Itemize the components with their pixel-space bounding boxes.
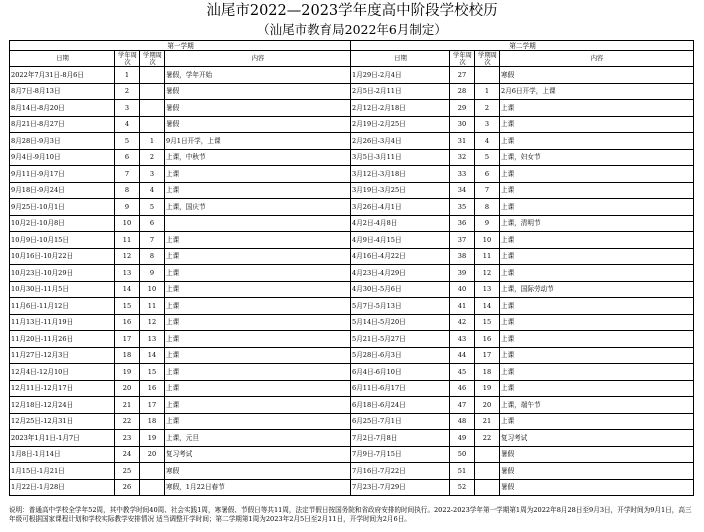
table-row [10,149,694,166]
term-week-cell: 9 [475,215,500,232]
school-week-cell: 28 [450,83,475,100]
content-cell: 上课 [500,116,694,133]
date-cell: 11月20日-11月26日 [10,331,115,348]
school-week-cell: 15 [115,298,140,315]
term-week-cell: 13 [475,281,500,298]
table-row [10,232,694,249]
term-week-cell: 12 [140,314,165,331]
date-cell: 3月5日-3月11日 [351,149,450,166]
content-cell: 寒假 [500,67,694,84]
term-week-cell: 12 [475,265,500,282]
date-cell: 1月22日-1月28日 [10,479,115,496]
date-cell: 1月15日-1月21日 [10,463,115,480]
school-week-cell: 3 [115,100,140,117]
content-cell: 上课 [500,166,694,183]
term-week-cell: 7 [475,182,500,199]
content-cell: 上课 [500,364,694,381]
col-school-week-2: 学年周次 [450,51,475,67]
content-cell: 上课 [500,314,694,331]
date-cell: 6月18日-6月24日 [351,397,450,414]
table-row [10,430,694,447]
content-cell: 暑假 [500,463,694,480]
school-week-cell: 1 [115,67,140,84]
page-title: 汕尾市2022—2023学年度高中阶段学校校历 [206,3,498,19]
date-cell: 5月21日-5月27日 [351,331,450,348]
term-week-cell: 17 [140,397,165,414]
date-cell: 2022年7月31日-8月6日 [10,67,115,84]
content-cell: 上课 [165,281,351,298]
column-header-row [10,51,694,67]
term-week-cell: 9 [140,265,165,282]
term-week-cell: 3 [140,166,165,183]
school-week-cell: 14 [115,281,140,298]
content-cell: 上课 [500,347,694,364]
date-cell: 9月4日-9月10日 [10,149,115,166]
term-week-cell [140,83,165,100]
school-week-cell: 44 [450,347,475,364]
date-cell: 7月9日-7月15日 [351,446,450,463]
date-cell: 8月7日-8月13日 [10,83,115,100]
content-cell: 上课 [500,232,694,249]
term-week-cell: 15 [140,364,165,381]
school-week-cell: 50 [450,446,475,463]
content-cell: 上课 [165,380,351,397]
term-week-cell: 6 [475,166,500,183]
table-row [10,446,694,463]
school-week-cell: 45 [450,364,475,381]
content-cell: 复习考试 [500,430,694,447]
date-cell: 6月11日-6月17日 [351,380,450,397]
content-cell: 上课 [165,347,351,364]
date-cell: 12月11日-12月17日 [10,380,115,397]
table-row [10,199,694,216]
school-week-cell: 4 [115,116,140,133]
term-week-cell: 2 [475,100,500,117]
date-cell: 10月16日-10月22日 [10,248,115,265]
school-week-cell: 48 [450,413,475,430]
content-cell: 上课 [165,298,351,315]
date-cell: 4月16日-4月22日 [351,248,450,265]
content-cell: 暑假 [165,83,351,100]
table-row [10,331,694,348]
date-cell: 3月19日-3月25日 [351,182,450,199]
content-cell: 上课，国庆节 [165,199,351,216]
date-cell: 10月9日-10月15日 [10,232,115,249]
content-cell: 上课 [500,133,694,150]
school-week-cell: 33 [450,166,475,183]
school-week-cell: 26 [115,479,140,496]
school-week-cell: 35 [450,199,475,216]
date-cell: 6月4日-6月10日 [351,364,450,381]
term-week-cell: 22 [475,430,500,447]
table-row [10,83,694,100]
date-cell: 5月7日-5月13日 [351,298,450,315]
school-week-cell: 20 [115,380,140,397]
date-cell: 2月26日-3月4日 [351,133,450,150]
date-cell: 9月11日-9月17日 [10,166,115,183]
content-cell: 上课 [500,248,694,265]
semester-1-header: 第一学期 [10,41,351,51]
term-week-cell: 14 [140,347,165,364]
content-cell: 上课 [165,265,351,282]
col-term-week-2: 学期周次 [475,51,500,67]
term-week-cell [140,100,165,117]
school-week-cell: 6 [115,149,140,166]
term-week-cell [475,67,500,84]
school-week-cell: 51 [450,463,475,480]
term-week-cell [475,479,500,496]
content-cell: 上课 [500,182,694,199]
content-cell: 上课，清明节 [500,215,694,232]
term-week-cell: 5 [140,199,165,216]
table-row [10,215,694,232]
date-cell: 8月21日-8月27日 [10,116,115,133]
content-cell: 上课 [165,232,351,249]
school-week-cell: 38 [450,248,475,265]
date-cell: 4月9日-4月15日 [351,232,450,249]
school-week-cell: 46 [450,380,475,397]
table-row [10,166,694,183]
table-row [10,100,694,117]
col-content-1: 内容 [165,51,351,67]
content-cell: 寒假，1月22日春节 [165,479,351,496]
term-week-cell: 8 [140,248,165,265]
content-cell: 上课 [165,364,351,381]
date-cell: 9月18日-9月24日 [10,182,115,199]
content-cell: 上课 [500,298,694,315]
school-week-cell: 37 [450,232,475,249]
page-subtitle: （汕尾市教育局2022年6月制定） [257,22,447,37]
school-week-cell: 13 [115,265,140,282]
date-cell: 12月25日-12月31日 [10,413,115,430]
table-row [10,380,694,397]
term-week-cell: 1 [140,133,165,150]
table-row [10,265,694,282]
school-week-cell: 47 [450,397,475,414]
table-row [10,347,694,364]
date-cell: 2月12日-2月18日 [351,100,450,117]
school-week-cell: 10 [115,215,140,232]
school-week-cell: 16 [115,314,140,331]
term-week-cell [475,446,500,463]
term-week-cell: 3 [475,116,500,133]
term-week-cell [140,116,165,133]
content-cell: 上课 [165,166,351,183]
table-row [10,248,694,265]
semester-2-header: 第二学期 [351,41,694,51]
school-week-cell: 39 [450,265,475,282]
term-week-cell: 20 [140,446,165,463]
school-week-cell: 29 [450,100,475,117]
date-cell: 7月16日-7月22日 [351,463,450,480]
table-row [10,67,694,84]
content-cell: 上课，元旦 [165,430,351,447]
school-week-cell: 22 [115,413,140,430]
date-cell: 11月6日-11月12日 [10,298,115,315]
school-week-cell: 18 [115,347,140,364]
content-cell: 上课 [500,265,694,282]
table-row [10,479,694,496]
content-cell: 寒假 [165,463,351,480]
date-cell: 11月27日-12月3日 [10,347,115,364]
term-week-cell: 4 [140,182,165,199]
date-cell: 2023年1月1日-1月7日 [10,430,115,447]
table-row [10,182,694,199]
table-row [10,281,694,298]
content-cell: 2月6日开学，上课 [500,83,694,100]
term-week-cell: 6 [140,215,165,232]
term-week-cell: 19 [140,430,165,447]
table-row [10,133,694,150]
content-cell: 9月1日开学，上课 [165,133,351,150]
content-cell: 暑假，学年开始 [165,67,351,84]
content-cell: 上课，中秋节 [165,149,351,166]
school-week-cell: 36 [450,215,475,232]
date-cell: 3月26日-4月1日 [351,199,450,216]
school-week-cell: 34 [450,182,475,199]
school-week-cell: 25 [115,463,140,480]
school-calendar-table [9,40,694,496]
content-cell: 暑假 [500,446,694,463]
table-row [10,413,694,430]
term-week-cell: 16 [140,380,165,397]
col-date-1: 日期 [10,51,115,67]
date-cell: 10月23日-10月29日 [10,265,115,282]
school-week-cell: 43 [450,331,475,348]
term-week-cell: 15 [475,314,500,331]
date-cell: 10月30日-11月5日 [10,281,115,298]
table-row [10,116,694,133]
term-week-cell: 13 [140,331,165,348]
content-cell: 上课 [165,182,351,199]
content-cell: 暑假 [165,116,351,133]
term-week-cell: 17 [475,347,500,364]
col-school-week-1: 学年周次 [115,51,140,67]
date-cell: 4月2日-4月8日 [351,215,450,232]
term-week-cell: 7 [140,232,165,249]
content-cell: 上课 [165,314,351,331]
content-cell: 上课 [500,199,694,216]
term-week-cell: 2 [140,149,165,166]
term-week-cell: 1 [475,83,500,100]
date-cell: 12月18日-12月24日 [10,397,115,414]
school-week-cell: 41 [450,298,475,315]
school-week-cell: 17 [115,331,140,348]
school-week-cell: 11 [115,232,140,249]
date-cell: 6月25日-7月1日 [351,413,450,430]
school-week-cell: 8 [115,182,140,199]
date-cell: 7月23日-7月29日 [351,479,450,496]
term-week-cell: 20 [475,397,500,414]
date-cell: 4月23日-4月29日 [351,265,450,282]
term-week-cell: 18 [475,364,500,381]
date-cell: 7月2日-7月8日 [351,430,450,447]
term-week-cell: 10 [140,281,165,298]
table-row [10,298,694,315]
school-week-cell: 24 [115,446,140,463]
date-cell: 5月14日-5月20日 [351,314,450,331]
term-week-cell: 16 [475,331,500,348]
school-week-cell: 5 [115,133,140,150]
date-cell: 9月25日-10月1日 [10,199,115,216]
school-week-cell: 21 [115,397,140,414]
content-cell: 上课 [500,380,694,397]
date-cell: 12月4日-12月10日 [10,364,115,381]
content-cell [165,215,351,232]
table-row [10,397,694,414]
term-week-cell: 19 [475,380,500,397]
table-row [10,314,694,331]
school-week-cell: 40 [450,281,475,298]
school-week-cell: 31 [450,133,475,150]
school-week-cell: 49 [450,430,475,447]
date-cell: 3月12日-3月18日 [351,166,450,183]
col-content-2: 内容 [500,51,694,67]
date-cell: 11月13日-11月19日 [10,314,115,331]
school-week-cell: 42 [450,314,475,331]
date-cell: 1月29日-2月4日 [351,67,450,84]
content-cell: 上课，端午节 [500,397,694,414]
footnote: 说明：普通高中学校全学年52周，其中教学时间40周、社会实践1周，寒暑假、节假日等共11周，法定节假日按国务院和省政府安排的时间执行。2022-2023学年第一学期第1周为2022年8月28日至9月3日，开学时间为9月1日，高三年级可根据国家课程计划和学校实际教学安排情况 适当调整开学时间；第二学期第1周为2023年2月5日至2月11日，开学时间为2月6日。 [9,506,692,523]
term-week-cell: 18 [140,413,165,430]
content-cell: 上课 [165,413,351,430]
content-cell: 上课 [500,100,694,117]
date-cell: 5月28日-6月3日 [351,347,450,364]
term-week-cell [140,67,165,84]
term-week-cell: 11 [475,248,500,265]
term-week-cell: 10 [475,232,500,249]
school-week-cell: 27 [450,67,475,84]
table-row [10,364,694,381]
content-cell: 上课 [165,248,351,265]
term-week-cell: 8 [475,199,500,216]
date-cell: 2月19日-2月25日 [351,116,450,133]
date-cell: 8月14日-8月20日 [10,100,115,117]
content-cell: 上课 [500,413,694,430]
content-cell: 暑假 [165,100,351,117]
school-week-cell: 9 [115,199,140,216]
date-cell: 2月5日-2月11日 [351,83,450,100]
content-cell: 上课，妇女节 [500,149,694,166]
col-date-2: 日期 [351,51,450,67]
term-week-cell [475,463,500,480]
term-week-cell: 14 [475,298,500,315]
school-week-cell: 32 [450,149,475,166]
term-week-cell: 21 [475,413,500,430]
school-week-cell: 2 [115,83,140,100]
date-cell: 10月2日-10月8日 [10,215,115,232]
content-cell: 上课 [165,397,351,414]
term-week-cell: 5 [475,149,500,166]
term-week-cell: 11 [140,298,165,315]
term-week-cell [140,479,165,496]
table-row [10,463,694,480]
school-week-cell: 12 [115,248,140,265]
date-cell: 4月30日-5月6日 [351,281,450,298]
date-cell: 1月8日-1月14日 [10,446,115,463]
school-week-cell: 19 [115,364,140,381]
calendar-body [10,67,694,496]
school-week-cell: 30 [450,116,475,133]
school-week-cell: 52 [450,479,475,496]
school-week-cell: 23 [115,430,140,447]
date-cell: 8月28日-9月3日 [10,133,115,150]
content-cell: 复习考试 [165,446,351,463]
term-week-cell: 4 [475,133,500,150]
term-week-cell [140,463,165,480]
col-term-week-1: 学期周次 [140,51,165,67]
content-cell: 上课，国际劳动节 [500,281,694,298]
content-cell: 上课 [165,331,351,348]
semester-header-row [10,41,694,51]
school-week-cell: 7 [115,166,140,183]
content-cell: 上课 [500,331,694,348]
content-cell: 暑假 [500,479,694,496]
